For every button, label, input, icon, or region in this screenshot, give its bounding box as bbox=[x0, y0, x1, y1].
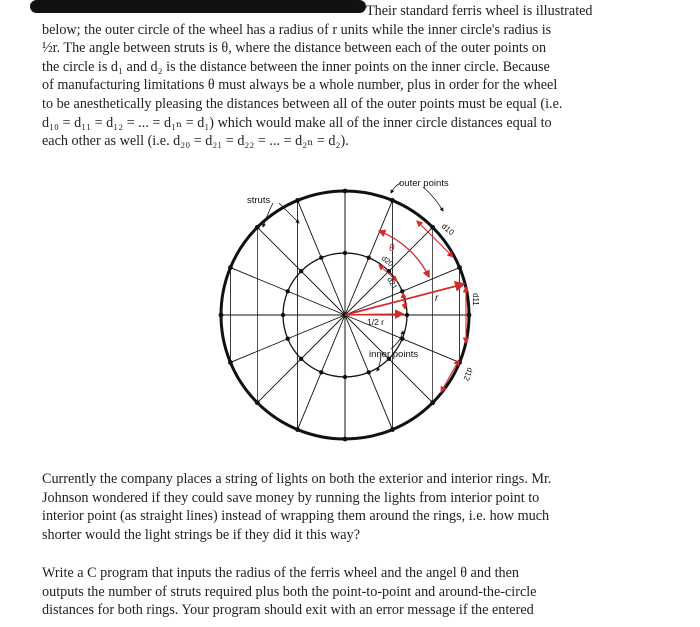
intro-line: d₁₀ = d₁₁ = d₁₂ = ... = d₁ₙ = d₁) which would make all of the inner circle distances equal to bbox=[42, 114, 552, 131]
inner-points-label: inner points bbox=[369, 349, 419, 360]
outer-point bbox=[228, 265, 233, 270]
inner-radius-line bbox=[345, 314, 403, 315]
outer-point bbox=[228, 360, 233, 365]
program-paragraph bbox=[42, 564, 616, 620]
inner-point bbox=[286, 337, 290, 341]
outer-point bbox=[390, 427, 395, 432]
ferris-wheel-diagram bbox=[200, 170, 490, 460]
program-line: Write a C program that inputs the radius of the ferris wheel and the angel θ and then bbox=[42, 565, 520, 581]
outer-radius-line bbox=[345, 284, 464, 315]
inner-point bbox=[299, 357, 303, 361]
inner-point bbox=[281, 313, 285, 317]
outer-point bbox=[457, 265, 462, 270]
intro-line: each other as well (i.e. d₂₀ = d₂₁ = d₂₂ = ... = d₂ₙ = d₂). bbox=[42, 133, 349, 150]
inner-point bbox=[319, 256, 323, 260]
intro-line: below; the outer circle of the wheel has a radius of r units while the inner circle's radius is bbox=[42, 21, 552, 38]
outer-point bbox=[467, 313, 472, 318]
inner-point bbox=[343, 375, 347, 379]
intro-paragraph bbox=[42, 2, 616, 151]
d21-label: d21 bbox=[385, 275, 400, 291]
outer-point bbox=[390, 198, 395, 203]
outer-point bbox=[343, 189, 348, 194]
intro-line: ½r. The angle between struts is θ, where the distance between each of the outer points on bbox=[42, 40, 547, 57]
intro-line: the circle is d₁ and d₂ is the distance between the inner points on the inner circle. Because bbox=[42, 58, 550, 75]
d11-label: d11 bbox=[471, 293, 480, 306]
inner-point bbox=[400, 289, 404, 293]
intro-line: Their standard ferris wheel is illustrated bbox=[366, 3, 593, 19]
inner-point bbox=[286, 289, 290, 293]
d12-label: d12 bbox=[461, 366, 475, 382]
inner-point bbox=[367, 370, 371, 374]
half-r-label: 1/2 r bbox=[367, 317, 385, 327]
lights-line: interior point (as straight lines) instead of wrapping them around the rings, i.e. how much bbox=[42, 508, 550, 525]
outer-point bbox=[255, 400, 260, 405]
lights-line: shorter would the light strings be if they did it this way? bbox=[42, 526, 360, 543]
inner-point bbox=[319, 370, 323, 374]
outer-point bbox=[343, 437, 348, 442]
intro-line: of manufacturing limitations θ must always be a whole number, plus in order for the wheel bbox=[42, 77, 558, 94]
lights-line: Johnson wondered if they could save money by running the lights from interior point to bbox=[42, 489, 540, 506]
d12-arrow bbox=[441, 360, 459, 392]
inner-point bbox=[299, 269, 303, 273]
lights-line: Currently the company places a string of lights on both the exterior and interior rings. Mr. bbox=[42, 471, 552, 487]
outer-point bbox=[430, 225, 435, 230]
struts-label: struts bbox=[247, 195, 271, 206]
outer-point bbox=[295, 198, 300, 203]
outer-point bbox=[430, 400, 435, 405]
outer-point bbox=[219, 313, 224, 318]
d20-label: d20 bbox=[379, 253, 396, 269]
intro-line: to be anesthetically pleasing the distances between all of the outer points must be equal (i.e. bbox=[42, 95, 563, 112]
r-label: r bbox=[435, 293, 439, 304]
program-line: distances for both rings. Your program should exit with an error message if the entered bbox=[42, 602, 534, 619]
program-line: outputs the number of struts required plus both the point-to-point and around-the-circle bbox=[42, 583, 537, 600]
inner-point bbox=[343, 251, 347, 255]
lights-paragraph bbox=[42, 470, 616, 544]
theta-label: θ bbox=[389, 243, 395, 254]
inner-point bbox=[367, 256, 371, 260]
outer-points-callout bbox=[423, 187, 443, 211]
inner-point bbox=[405, 313, 409, 317]
d10-label: d10 bbox=[439, 221, 456, 238]
outer-points-label: outer points bbox=[399, 178, 449, 189]
outer-point bbox=[295, 427, 300, 432]
outer-point bbox=[255, 225, 260, 230]
